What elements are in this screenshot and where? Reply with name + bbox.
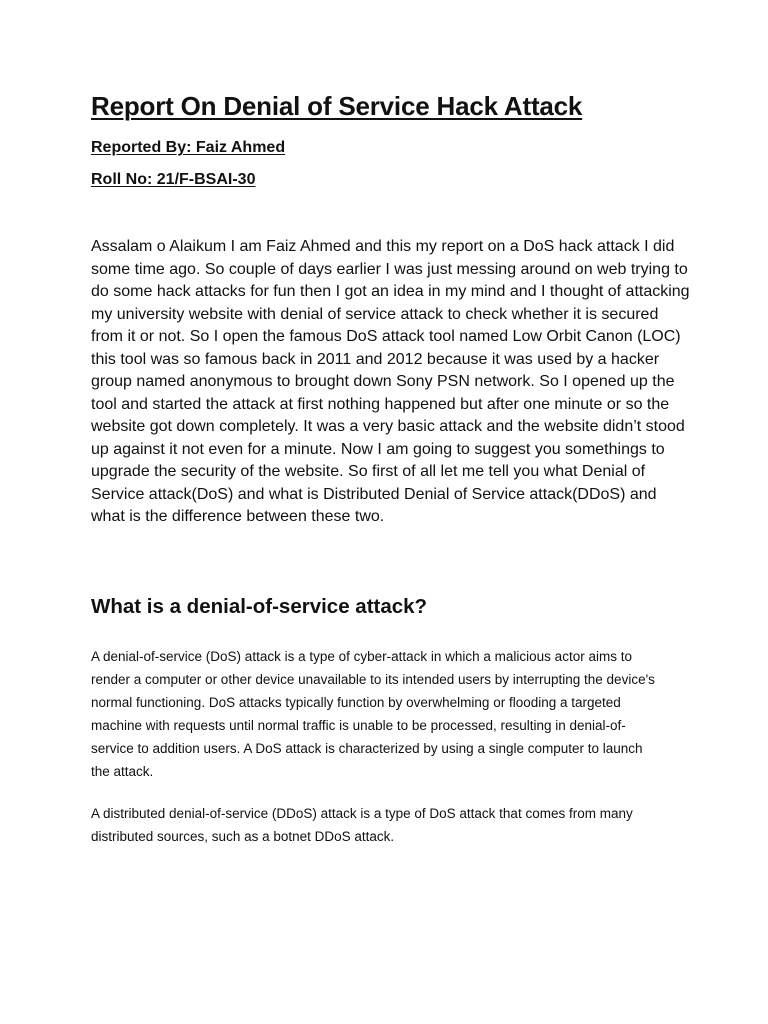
reported-by-line: Reported By: Faiz Ahmed: [91, 139, 286, 156]
section-heading: What is a denial-of-service attack?: [91, 595, 428, 618]
intro-paragraph: Assalam o Alaikum I am Faiz Ahmed and this my report on a DoS hack attack I did some time ago. So couple of days earlier I was just messing around on web trying to do some hack attacks for fun then I got an idea in my mind and I thought of attacking my university website with denial of service attack to check whether it is secured from it or not. So I open the famous DoS attack tool named Low Orbit Canon (LOC) this tool was so famous back in 2011 and 2012 because it was used by a hacker group named anonymous to brought down Sony PSN network. So I opened up the tool and started the attack at first nothing happened but after one minute or so the website got down completely. It was a very basic attack and the website didn’t stood up against it not even for a minute. Now I am going to suggest you somethings to upgrade the security of the website. So first of all let me tell you what Denial of Service attack(DoS) and what is Distributed Denial of Service attack(DDoS) and what is the difference between these two.: [91, 238, 690, 525]
ddos-definition-paragraph: A distributed denial-of-service (DDoS) attack is a type of DoS attack that comes from many distributed sources, such as a botnet DDoS attack.: [91, 806, 633, 844]
dos-definition-paragraph: A denial-of-service (DoS) attack is a type of cyber-attack in which a malicious actor aims to render a computer or other device unavailable to its intended users by interrupting the device's normal functioning. DoS attacks typically function by overwhelming or flooding a targeted machine with requests until normal traffic is unable to be processed, resulting in denial-of-service to addition users. A DoS attack is characterized by using a single computer to launch the attack.: [91, 649, 655, 779]
document-title: Report On Denial of Service Hack Attack: [91, 91, 583, 121]
roll-number-line: Roll No: 21/F-BSAI-30: [91, 171, 256, 188]
